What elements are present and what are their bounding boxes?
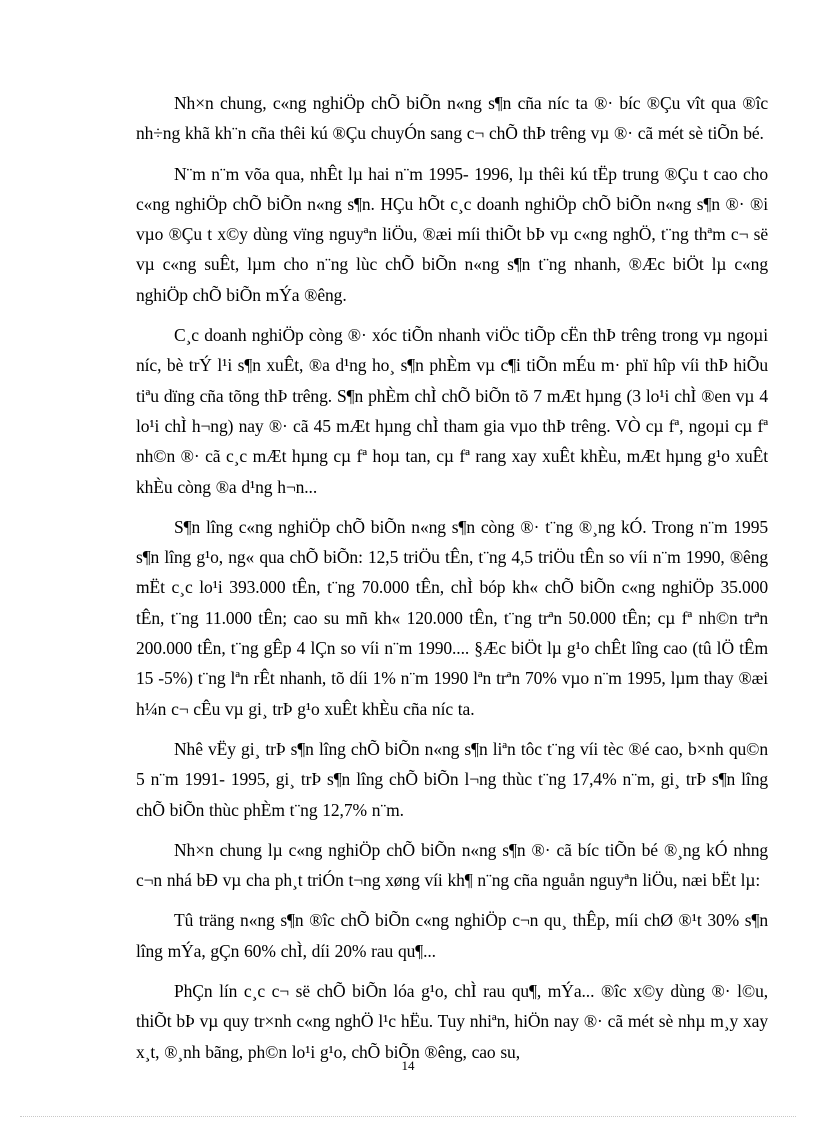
page-bottom-divider	[20, 1116, 796, 1117]
page-number: 14	[401, 1058, 415, 1073]
paragraph-4: S¶n lîng c«ng nghiÖp chÕ biÕn n«ng s¶n còng ®· t¨ng ®¸ng kÓ. Trong n¨m 1995 s¶n lîng g¹o, ng« qua chÕ biÕn: 12,5 triÖu tÊn, t¨ng 4,5 triÖu tÊn so víi n¨m 1990, ®êng mËt c¸c lo¹i 393.000 tÊn, t¨ng 70.000 tÊn, chÌ bóp kh« chÕ biÕn c«ng nghiÖp 35.000 tÊn, t¨ng 11.000 tÊn; cao su mñ kh« 120.000 tÊn, t¨ng trªn 50.000 tÊn; cµ fª nh©n trªn 200.000 tÊn, t¨ng gÊp 4 lÇn so víi n¨m 1990.... §Æc biÖt lµ g¹o chÊt lîng cao (tû lÖ tÊm 15 -5%) t¨ng lªn rÊt nhanh, tõ díi 1% n¨m 1990 lªn trªn 70% vµo n¨m 1995, lµm thay ®æi h¼n c¬ cÊu vµ gi¸ trÞ g¹o xuÊt khÈu cña níc ta.	[136, 516, 768, 719]
body-text	[136, 88, 768, 1077]
paragraph-1: Nh×n chung, c«ng nghiÖp chÕ biÕn n«ng s¶n cña níc ta ®· bíc ®Çu vît qua ®îc nh÷ng khã kh¨n cña thêi kú ®Çu chuyÓn sang c¬ chÕ thÞ trêng vµ ®· cã mét sè tiÕn bé.	[136, 93, 768, 144]
paragraph-6: Nh×n chung lµ c«ng nghiÖp chÕ biÕn n«ng s¶n ®· cã bíc tiÕn bé ®¸ng kÓ nhng c¬n nhá bÐ vµ cha ph¸t triÓn t¬ng xøng víi kh¶ n¨ng cña nguån nguyªn liÖu, næi bËt lµ:	[136, 839, 768, 891]
paragraph-2: N¨m n¨m võa qua, nhÊt lµ hai n¨m 1995- 1996, lµ thêi kú tËp trung ®Çu t cao cho c«ng nghiÖp chÕ biÕn n«ng s¶n. HÇu hÕt c¸c doanh nghiÖp chÕ biÕn n«ng s¶n ®· ®i vµo ®Çu t x©y dùng vïng nguyªn liÖu, ®æi míi thiÕt bÞ vµ c«ng nghÖ, t¨ng thªm c¬ së vµ c«ng suÊt, lµm cho n¨ng lùc chÕ biÕn n«ng s¶n t¨ng nhanh, ®Æc biÖt lµ c«ng nghiÖp chÕ biÕn mÝa ®êng.	[136, 163, 768, 305]
paragraph-3: C¸c doanh nghiÖp còng ®· xóc tiÕn nhanh viÖc tiÕp cËn thÞ trêng trong vµ ngoµi níc, bè trÝ l¹i s¶n xuÊt, ®a d¹ng ho¸ s¶n phÈm vµ c¶i tiÕn mÉu m· phï hîp víi thÞ hiÕu tiªu dïng cña tõng thÞ trêng. S¶n phÈm chÌ chÕ biÕn tõ 7 mÆt hµng (3 lo¹i chÌ ®en vµ 4 lo¹i chÌ h¬ng) nay ®· cã 45 mÆt hµng chÌ tham gia vµo thÞ trêng. VÒ cµ fª, ngoµi cµ fª nh©n ®· cã c¸c mÆt hµng cµ fª hoµ tan, cµ fª rang xay xuÊt khÈu, mÆt hµng g¹o xuÊt khÈu còng ®a d¹ng h¬n...	[136, 325, 768, 497]
paragraph-7: Tû träng n«ng s¶n ®îc chÕ biÕn c«ng nghiÖp c¬n qu¸ thÊp, míi chØ ®¹t 30% s¶n lîng mÝa, gÇn 60% chÌ, díi 20% rau qu¶...	[136, 910, 768, 961]
paragraph-8: PhÇn lín c¸c c¬ së chÕ biÕn lóa g¹o, chÌ rau qu¶, mÝa... ®îc x©y dùng ®· l©u, thiÕt bÞ vµ quy tr×nh c«ng nghÖ l¹c hËu. Tuy nhiªn, hiÖn nay ®· cã mét sè nhµ m¸y xay x¸t, ®¸nh bãng, ph©n lo¹i g¹o, chÕ biÕn ®êng, cao su,	[136, 981, 768, 1062]
paragraph-5: Nhê vËy gi¸ trÞ s¶n lîng chÕ biÕn n«ng s¶n liªn tôc t¨ng víi tèc ®é cao, b×nh qu©n 5 n¨m 1991- 1995, gi¸ trÞ s¶n lîng chÕ biÕn l¬ng thùc t¨ng 17,4% n¨m, gi¸ trÞ s¶n lîng chÕ biÕn thùc phÈm t¨ng 12,7% n¨m.	[136, 738, 768, 820]
